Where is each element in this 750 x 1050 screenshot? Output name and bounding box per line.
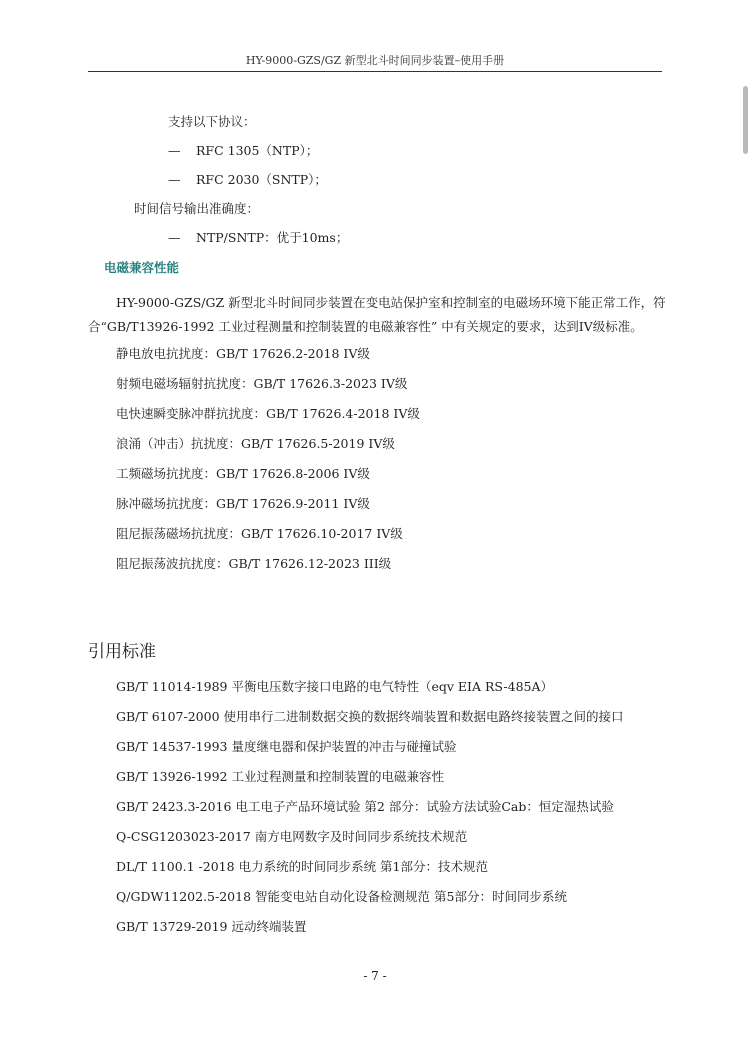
standard-item: GB/T 13926-1992 工业过程测量和控制装置的电磁兼容性 <box>116 769 444 784</box>
standard-item: Q/GDW11202.5-2018 智能变电站自动化设备检测规范 第5部分：时间同步系统 <box>116 889 567 904</box>
protocol-item <box>168 143 318 159</box>
standard-item: Q-CSG1203023-2017 南方电网数字及时间同步系统技术规范 <box>116 829 468 844</box>
dash-bullet: — <box>168 230 181 245</box>
emc-heading: 电磁兼容性能 <box>104 260 180 275</box>
page-number: - 7 - <box>363 969 387 983</box>
standards-heading: 引用标准 <box>88 642 156 662</box>
emc-paragraph: HY-9000-GZS/GZ 新型北斗时间同步装置在变电站保护室和控制室的电磁场环境下能正常工作，符合“GB/T13926-1992 工业过程测量和控制装置的电磁兼容性” 中有关规定的要求，达到IV级标准。 <box>88 295 666 334</box>
protocol-item <box>168 172 327 188</box>
protocol-intro: 支持以下协议： <box>168 114 256 129</box>
emc-item: 电快速瞬变脉冲群抗扰度：GB/T 17626.4-2018 IV级 <box>116 406 420 421</box>
emc-item: 脉冲磁场抗扰度：GB/T 17626.9-2011 IV级 <box>116 496 370 511</box>
dash-bullet: — <box>168 172 181 187</box>
emc-item: 阻尼振荡波抗扰度：GB/T 17626.12-2023 III级 <box>116 556 392 571</box>
emc-item: 阻尼振荡磁场抗扰度：GB/T 17626.10-2017 IV级 <box>116 526 403 541</box>
dash-bullet: — <box>168 143 181 158</box>
standard-item: DL/T 1100.1 -2018 电力系统的时间同步系统 第1部分：技术规范 <box>116 859 488 874</box>
accuracy-item-text: NTP/SNTP：优于10ms； <box>196 230 349 245</box>
accuracy-label: 时间信号输出准确度： <box>134 201 260 216</box>
emc-item: 浪涌（冲击）抗扰度：GB/T 17626.5-2019 IV级 <box>116 436 395 451</box>
standard-item: GB/T 11014-1989 平衡电压数字接口电路的电气特性（eqv EIA RS-485A） <box>116 679 554 694</box>
emc-item: 射频电磁场辐射抗扰度：GB/T 17626.3-2023 IV级 <box>116 376 408 391</box>
protocol-item-text: RFC 1305（NTP）； <box>196 143 319 158</box>
header-divider <box>88 71 662 72</box>
standard-item: GB/T 14537-1993 量度继电器和保护装置的冲击与碰撞试验 <box>116 739 457 754</box>
standard-item: GB/T 2423.3-2016 电工电子产品环境试验 第2 部分：试验方法试验Cab：恒定湿热试验 <box>116 799 614 814</box>
page-header: HY-9000-GZS/GZ 新型北斗时间同步装置–使用手册 <box>245 54 505 67</box>
standard-item: GB/T 6107-2000 使用串行二进制数据交换的数据终端装置和数据电路终接装置之间的接口 <box>116 709 624 724</box>
accuracy-item <box>168 230 348 246</box>
protocol-item-text: RFC 2030（SNTP）； <box>196 172 327 187</box>
emc-item: 工频磁场抗扰度：GB/T 17626.8-2006 IV级 <box>116 466 370 481</box>
vertical-scrollbar[interactable] <box>743 86 748 154</box>
standard-item: GB/T 13729-2019 远动终端装置 <box>116 919 307 934</box>
emc-item: 静电放电抗扰度：GB/T 17626.2-2018 IV级 <box>116 346 370 361</box>
